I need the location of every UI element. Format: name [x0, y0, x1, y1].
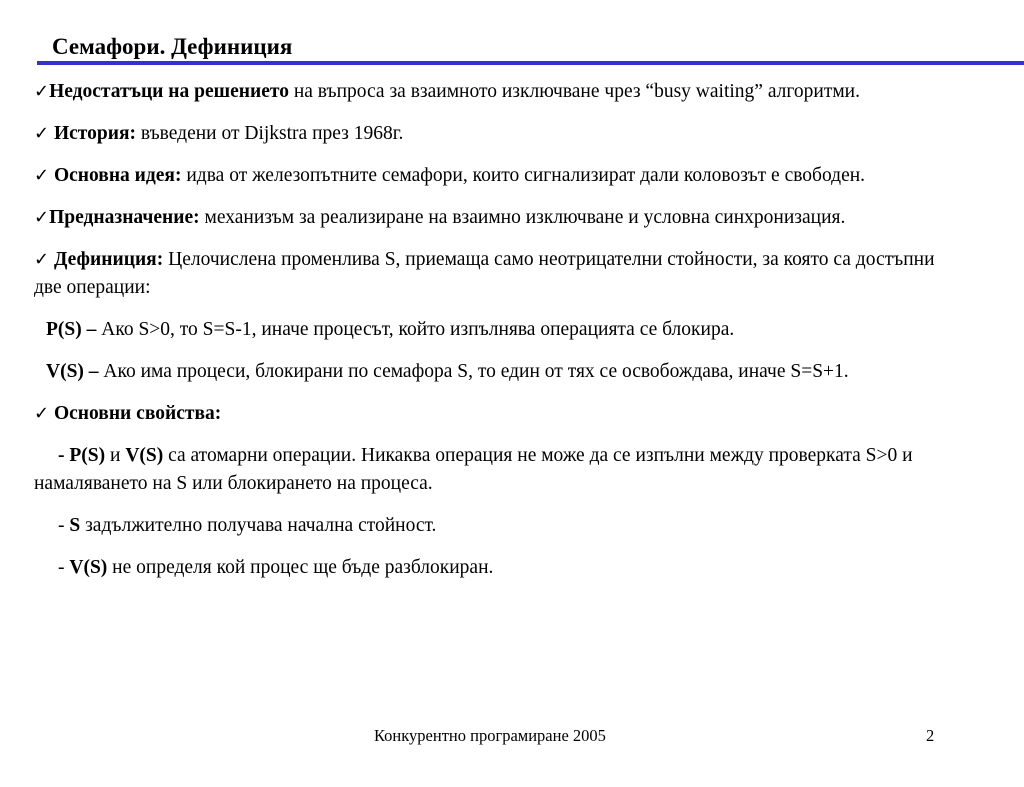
prop1-v-label: V(S)	[125, 445, 164, 466]
prop2-label: S	[69, 515, 81, 536]
purpose-text: механизъм за реализиране на взаимно изключване и условна синхронизация.	[199, 207, 846, 228]
page-number: 2	[926, 726, 935, 745]
check-icon: ✓	[34, 123, 50, 144]
bullet-definition	[34, 246, 959, 302]
properties-label: Основни свойства:	[53, 403, 222, 424]
check-icon: ✓	[34, 81, 50, 102]
prop1-p-label: P(S)	[69, 445, 106, 466]
check-icon: ✓	[34, 403, 50, 424]
bullet-history	[34, 120, 959, 148]
footer-text: Конкурентно програмиране 2005	[374, 726, 606, 745]
prop1-text: са атомарни операции. Никаква операция не може да се изпълни между проверката S>0 и намаляването на S или блокирането на процеса.	[34, 445, 913, 494]
bullet-drawbacks	[34, 78, 959, 106]
prop1-dash: -	[58, 445, 70, 466]
prop1-and: и	[105, 445, 126, 466]
prop2-dash: -	[58, 515, 70, 536]
bullet-idea	[34, 162, 959, 190]
prop2-text: задължително получава начална стойност.	[80, 515, 437, 536]
op-v-text: Ако има процеси, блокирани по семафора S, то един от тях се освобождава, иначе S=S+1.	[98, 361, 849, 382]
definition-label: Дефиниция:	[53, 249, 164, 270]
operation-p	[34, 316, 959, 344]
check-icon: ✓	[34, 207, 50, 228]
prop3-dash: -	[58, 557, 70, 578]
idea-label: Основна идея:	[53, 165, 182, 186]
property-atomic	[34, 442, 959, 498]
definition-text: Целочислена променлива S, приемаща само неотрицателни стойности, за която са достъпни две операции:	[34, 249, 935, 298]
op-p-text: Ако S>0, то S=S-1, иначе процесът, който изпълнява операцията се блокира.	[96, 319, 735, 340]
prop3-text: не определя кой процес ще бъде разблокиран.	[107, 557, 494, 578]
purpose-label: Предназначение:	[49, 207, 200, 228]
slide-title: Семафори. Дефиниция	[52, 34, 293, 59]
drawbacks-text: на въпроса за взаимното изключване чрез “busy waiting” алгоритми.	[288, 81, 860, 102]
idea-text: идва от железопътните семафори, които сигнализират дали коловозът е свободен.	[181, 165, 866, 186]
check-icon: ✓	[34, 165, 50, 186]
op-v-label: V(S) –	[46, 361, 99, 382]
title-rule	[37, 61, 1024, 65]
bullet-properties	[34, 400, 959, 428]
property-initial-value	[34, 512, 959, 540]
operation-v	[34, 358, 959, 386]
history-text: въведени от Dijkstra през 1968г.	[136, 123, 404, 144]
property-unblock	[34, 554, 959, 582]
history-label: История:	[53, 123, 136, 144]
bullet-purpose	[34, 204, 959, 232]
drawbacks-label: Недостатъци на решението	[49, 81, 289, 102]
check-icon: ✓	[34, 249, 50, 270]
slide-content	[34, 78, 959, 582]
op-p-label: P(S) –	[46, 319, 97, 340]
prop3-label: V(S)	[69, 557, 108, 578]
